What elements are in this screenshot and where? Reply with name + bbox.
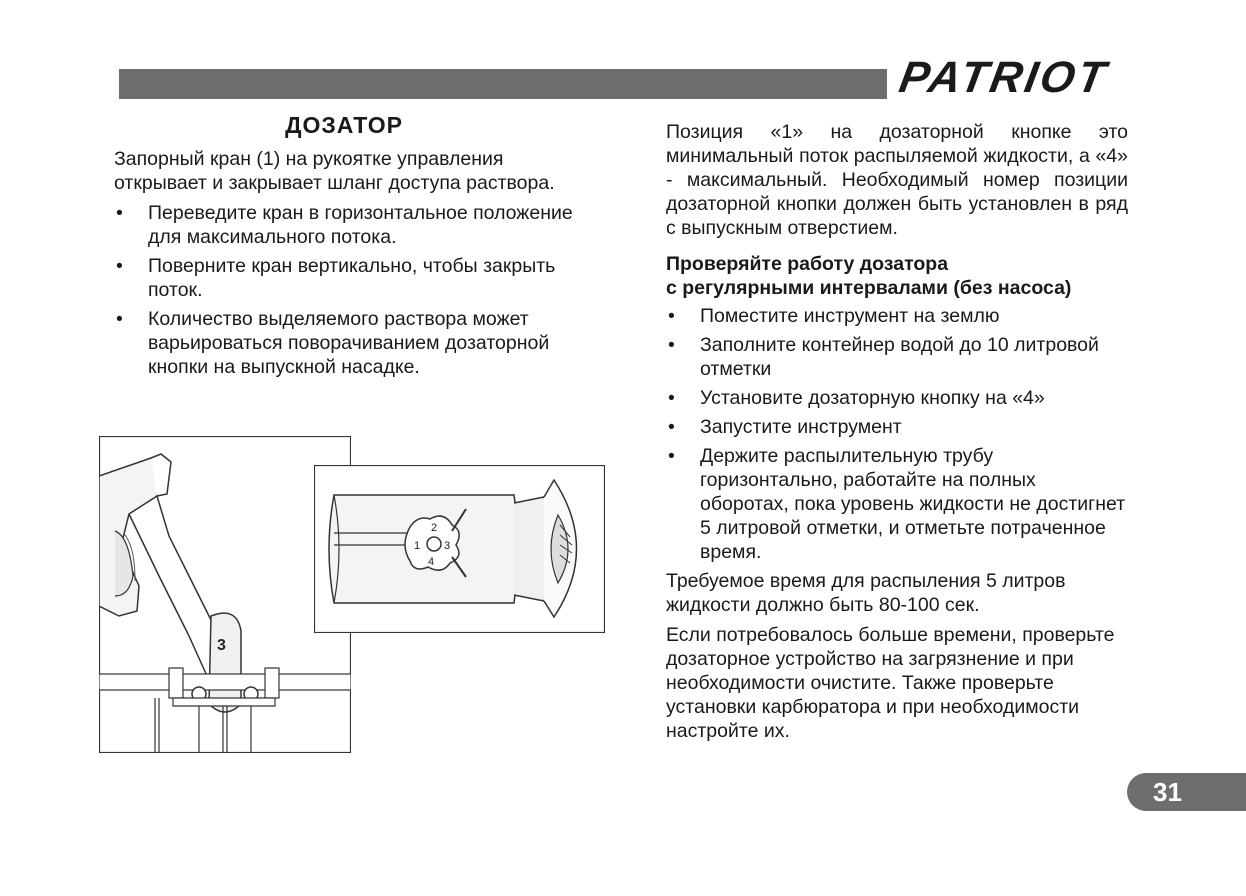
required-time-text: Требуемое время для распыления 5 литров жидкости должно быть 80-100 сек. <box>666 570 1066 616</box>
list-item: • Переведите кран в горизонтальное положение для максимального потока. <box>116 202 573 248</box>
list-item: • Держите распылительную трубу горизонтально, работайте на полных оборотах, пока уровень жидкости не достигнет 5 литровой отметки, и отметьте потраченное время. <box>668 445 1126 563</box>
right-intro: Позиция «1» на дозаторной кнопке это минимальный поток распыляемой жидкости, а «4» - максимальный. Необходимый номер позиции дозаторной кнопки должен быть установлен в ряд с выпускным отверстием. <box>666 121 1128 239</box>
bullet-mark: • <box>116 308 123 330</box>
left-bullet-list <box>114 201 574 379</box>
dial-label-1: 1 <box>414 540 421 552</box>
left-intro: Запорный кран (1) на рукоятке управления открывает и закрывает шланг доступа раствора. <box>114 148 555 194</box>
page-number: 31 <box>1127 773 1246 811</box>
valve-label: 3 <box>217 637 226 654</box>
list-item: • Заполните контейнер водой до 10 литровой отметки <box>668 334 1099 380</box>
list-item: • Количество выделяемого раствора может варьироваться поворачиванием дозаторной кнопки на выпускной насадке. <box>116 308 550 378</box>
bullet-mark: • <box>668 334 675 356</box>
bullet-mark: • <box>668 305 675 327</box>
list-item: • Запустите инструмент <box>668 416 902 438</box>
bullet-mark: • <box>668 445 675 467</box>
right-column <box>666 120 1128 749</box>
right-bullet-list <box>666 304 1128 564</box>
list-item: • Поместите инструмент на землю <box>668 305 1000 327</box>
dial-label-3: 3 <box>444 540 451 552</box>
nozzle-dial-illustration <box>314 465 605 633</box>
bullet-mark: • <box>116 255 123 277</box>
section-title: ДОЗАТОР <box>285 112 403 138</box>
bullet-mark: • <box>116 202 123 224</box>
bullet-mark: • <box>668 387 675 409</box>
dial-label-2: 2 <box>431 522 438 534</box>
header-bar <box>119 69 887 99</box>
left-column <box>114 112 574 384</box>
maintenance-text: Если потребовалось больше времени, проверьте дозаторное устройство на загрязнение и при необходимости очистите. Также проверьте установки карбюратора и при необходимости настройте их. <box>666 624 1115 742</box>
list-item: • Поверните кран вертикально, чтобы закрыть поток. <box>116 255 556 301</box>
check-subheading: Проверяйте работу дозатора с регулярными интервалами (без насоса) <box>666 253 1072 299</box>
list-item: • Установите дозаторную кнопку на «4» <box>668 387 1045 409</box>
bullet-mark: • <box>668 416 675 438</box>
dial-label-4: 4 <box>428 556 435 568</box>
brand-logo: PATRIOT <box>895 53 1112 102</box>
